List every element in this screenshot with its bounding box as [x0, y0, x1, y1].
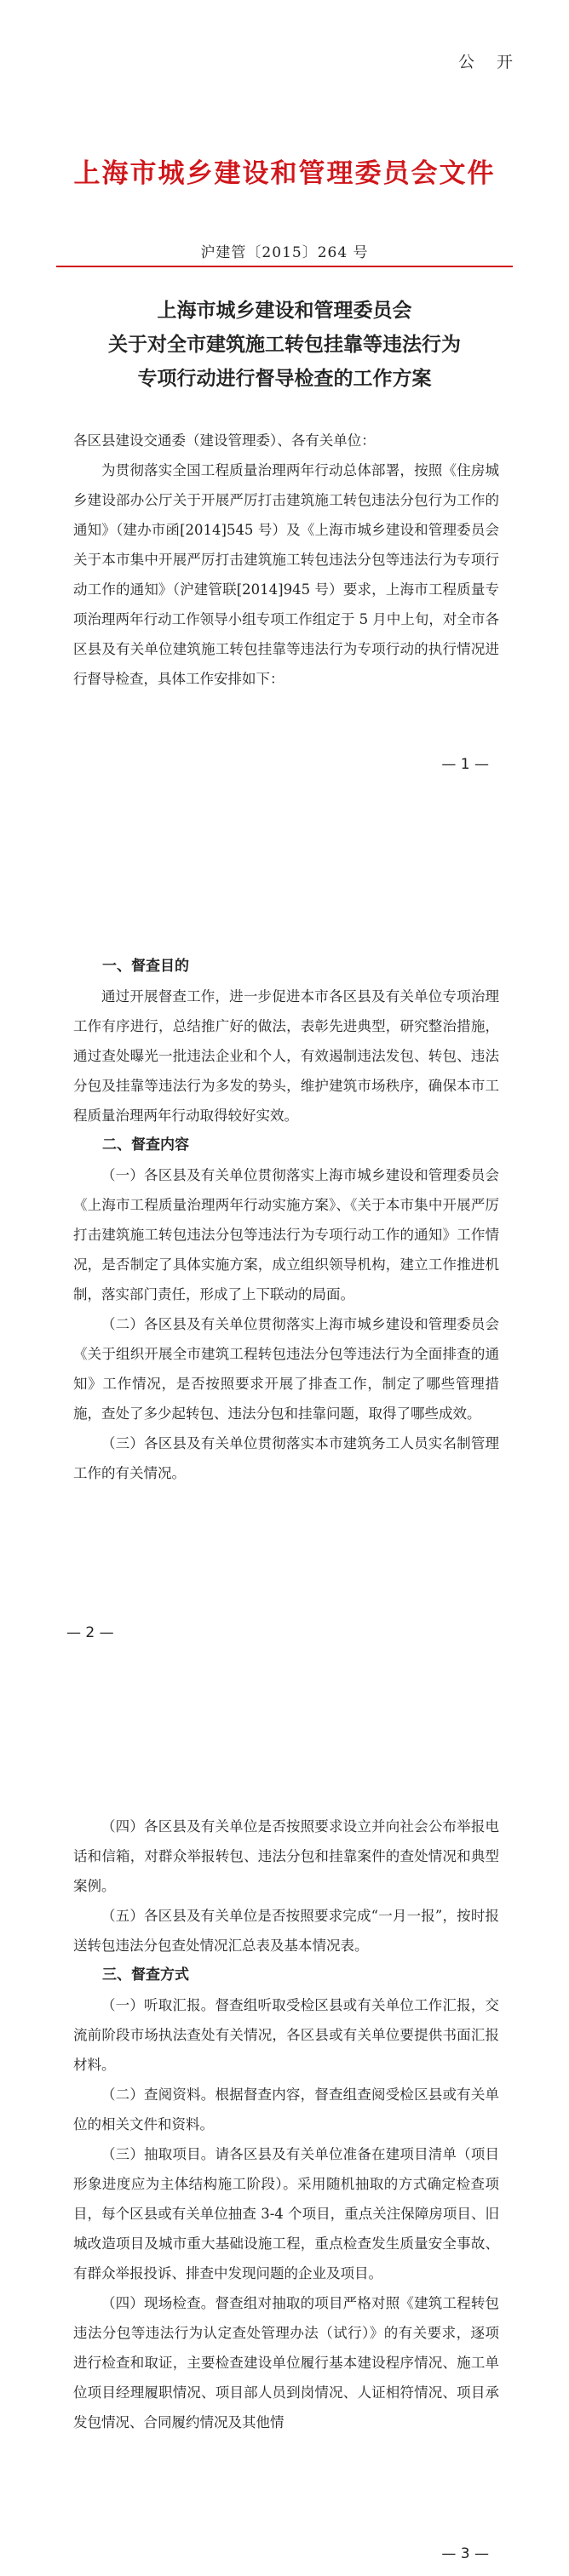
page-3-body	[73, 1812, 499, 2437]
page-3	[0, 1686, 569, 2576]
section-2-heading: 二、督查内容	[102, 1136, 189, 1153]
section-1-heading: 一、督查目的	[102, 958, 189, 975]
page-1-body	[73, 426, 499, 694]
section-3-item-3: （三）抽取项目。请各区县及有关单位准备在建项目清单（项目形象进度应为主体结构施工阶段）。采用随机抽取的方式确定检查项目，每个区县或有关单位抽查 3-4 个项目，重点关注保障房项目、旧城改造项目及城市重大基础设施工程，重点检查发生质量安全事故、有群众举报投诉、排查中发现问题的企业及项目。	[73, 2146, 499, 2281]
section-3-item-4: （四）现场检查。督查组对抽取的项目严格对照《建筑工程转包违法分包等违法行为认定查处管理办法（试行）》的有关要求，逐项进行检查和取证，主要检查建设单位履行基本建设程序情况、施工单位项目经理履职情况、项目部人员到岗情况、人证相符情况、项目承发包情况、合同履约情况及其他情	[73, 2295, 499, 2430]
section-3-item-2: （二）查阅资料。根据督查内容，督查组查阅受检区县或有关单位的相关文件和资料。	[73, 2087, 499, 2132]
main-title-line-1: 上海市城乡建设和管理委员会	[157, 300, 412, 322]
section-2-item-5: （五）各区县及有关单位是否按照要求完成“一月一报”，按时报送转包违法分包查处情况汇总表及基本情况表。	[73, 1908, 499, 1954]
section-2-item-4: （四）各区县及有关单位是否按照要求设立并向社会公布举报电话和信箱，对群众举报转包、违法分包和挂靠案件的查处情况和典型案例。	[73, 1818, 499, 1894]
red-divider-line	[56, 266, 513, 267]
page-2	[0, 817, 569, 1686]
section-2-item-2: （二）各区县及有关单位贯彻落实上海市城乡建设和管理委员会《关于组织开展全市建筑工程转包违法分包等违法行为全面排查的通知》工作情况，是否按照要求开展了排查工作，制定了哪些管理措施，查处了多少起转包、违法分包和挂靠问题，取得了哪些成效。	[73, 1316, 499, 1422]
page-number-2: — 2 —	[66, 1624, 114, 1641]
salutation: 各区县建设交通委（建设管理委）、各有关单位：	[73, 432, 376, 449]
classification-label: 公 开	[457, 53, 521, 72]
main-title-line-2: 关于对全市建筑施工转包挂靠等违法行为	[108, 334, 461, 356]
main-title	[0, 294, 569, 396]
main-title-line-3: 专项行动进行督导检查的工作方案	[137, 368, 432, 390]
document-number: 沪建管〔2015〕264 号	[200, 244, 369, 261]
agency-document-title: 上海市城乡建设和管理委员会文件	[73, 158, 496, 189]
section-3-item-1: （一）听取汇报。督查组听取受检区县或有关单位工作汇报，交流前阶段市场执法查处有关情况，各区县或有关单位要提供书面汇报材料。	[73, 1997, 499, 2073]
section-3-heading: 三、督查方式	[102, 1966, 189, 1984]
section-1-paragraph: 通过开展督查工作，进一步促进本市各区县及有关单位专项治理工作有序进行，总结推广好的做法，表彰先进典型，研究整治措施，通过查处曝光一批违法企业和个人，有效遏制违法发包、转包、违法分包及挂靠等违法行为多发的势头，维护建筑市场秩序，确保本市工程质量治理两年行动取得较好实效。	[73, 988, 499, 1124]
section-2-item-3: （三）各区县及有关单位贯彻落实本市建筑务工人员实名制管理工作的有关情况。	[73, 1435, 499, 1481]
intro-paragraph: 为贯彻落实全国工程质量治理两年行动总体部署，按照《住房城乡建设部办公厅关于开展严厉打击建筑施工转包违法分包行为工作的通知》（建办市函[2014]545 号）及《上海市城乡建设和管理委员会关于本市集中开展严厉打击建筑施工转包违法分包等违法行为专项行动工作的通知》（沪建管联[2014]945 号）要求，上海市工程质量专项治理两年行动工作领导小组专项工作组定于 5 月中上旬，对全市各区县及有关单位建筑施工转包挂靠等违法行为专项行动的执行情况进行督导检查，具体工作安排如下：	[73, 462, 499, 687]
section-2-item-1: （一）各区县及有关单位贯彻落实上海市城乡建设和管理委员会《上海市工程质量治理两年行动实施方案》、《关于本市集中开展严厉打击建筑施工转包违法分包等违法行为专项行动工作的通知》工作情况，是否制定了具体实施方案，成立组织领导机构，建立工作推进机制，落实部门责任，形成了上下联动的局面。	[73, 1167, 499, 1302]
page-1	[0, 0, 569, 817]
page-number-1: — 1 —	[441, 756, 489, 773]
page-number-3: — 3 —	[441, 2545, 489, 2562]
page-2-body	[73, 952, 499, 1488]
